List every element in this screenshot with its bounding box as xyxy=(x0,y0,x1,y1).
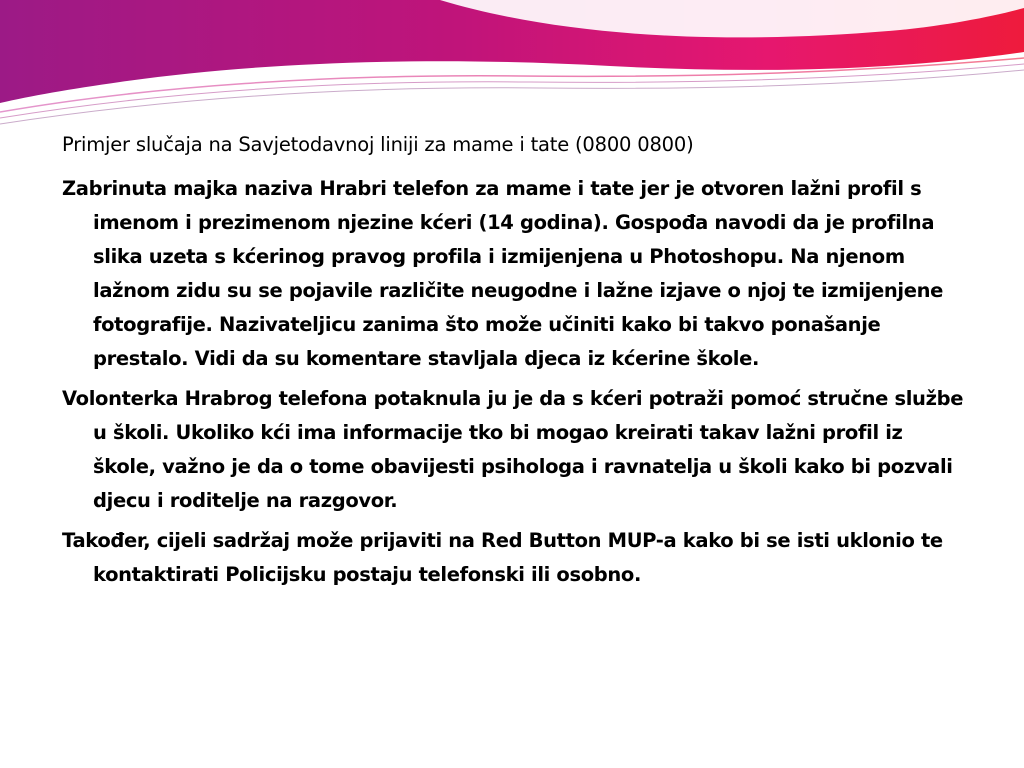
slide-content xyxy=(62,128,967,598)
header-wave-decoration xyxy=(0,0,1024,130)
paragraph-case-description: Zabrinuta majka naziva Hrabri telefon za mame i tate jer je otvoren lažni profil s imenom i prezimenom njezine kćeri (14 godina). Gospođa navodi da je profilna slika uzeta s kćerinog pravog profila i izmijenjena u Photoshopu. Na njenom lažnom zidu su se pojavile različite neugodne i lažne izjave o njoj te izmijenjene fotografije. Nazivateljicu zanima što može učiniti kako bi takvo ponašanje prestalo. Vidi da su komentare stavljala djeca iz kćerine škole. xyxy=(62,177,943,370)
intro-line: Primjer slučaja na Savjetodavnoj liniji za mame i tate (0800 0800) xyxy=(62,133,694,156)
paragraph-report-options: Također, cijeli sadržaj može prijaviti na Red Button MUP-a kako bi se isti uklonio te kontaktirati Policijsku postaju telefonski ili osobno. xyxy=(62,529,943,586)
paragraph-volunteer-advice: Volonterka Hrabrog telefona potaknula ju je da s kćeri potraži pomoć stručne službe u školi. Ukoliko kći ima informacije tko bi mogao kreirati takav lažni profil iz škole, važno je da o tome obavijesti psihologa i ravnatelja u školi kako bi pozvali djecu i roditelje na razgovor. xyxy=(62,387,964,512)
header-line-3 xyxy=(0,70,1024,124)
